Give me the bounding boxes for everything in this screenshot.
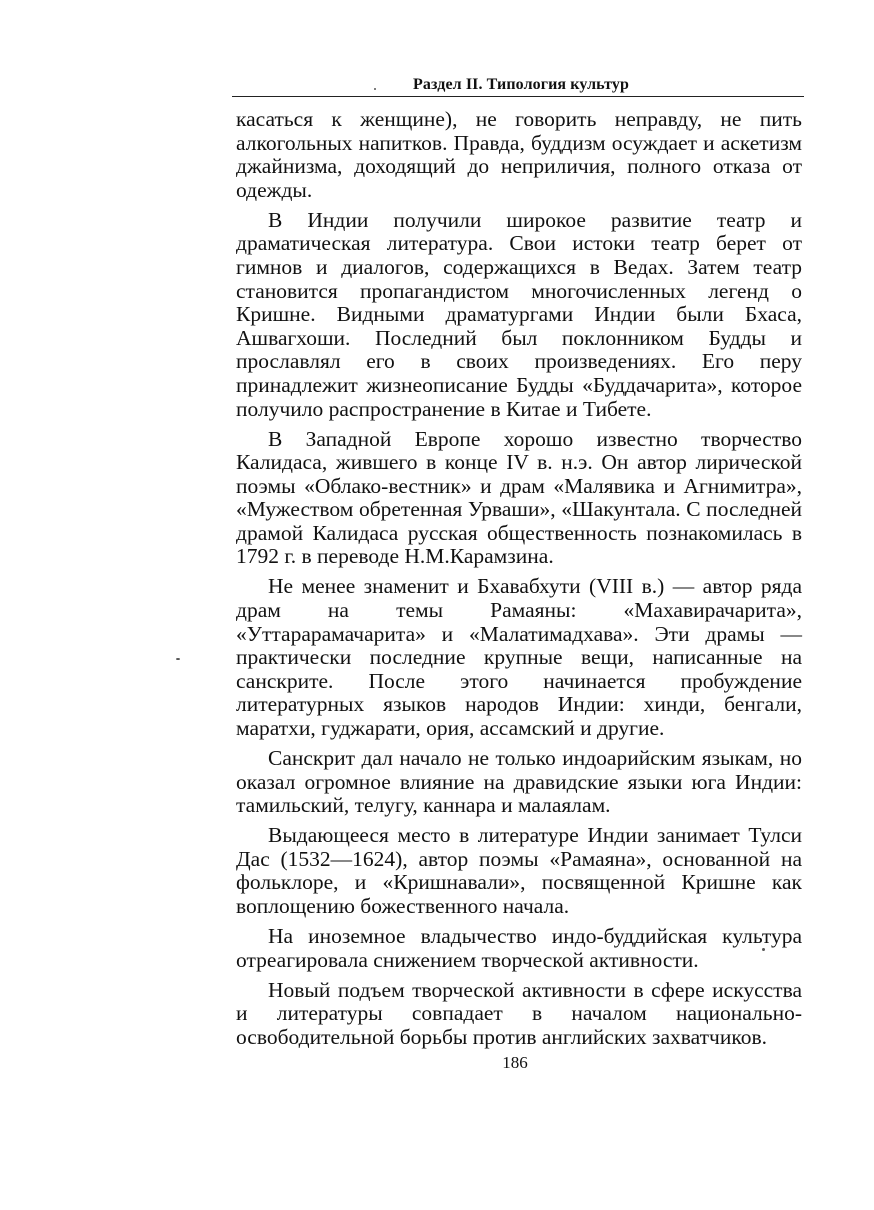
page-body xyxy=(236,108,802,1056)
paragraph-1: касаться к женщине), не говорить неправду, не пить алкогольных напитков. Правда, буддизм осуждает и аскетизм джайнизма, доходящий до неприличия, полного отказа от одежды. xyxy=(236,107,802,202)
header-rule xyxy=(232,96,804,97)
paragraph-8: Новый подъем творческой активности в сфере искусства и литературы совпадает в началом национально-освободительной борьбы против английских захватчиков. xyxy=(236,977,802,1049)
scan-speck xyxy=(176,658,180,660)
paragraph-5: Санскрит дал начало не только индоарийским языкам, но оказал огромное влияние на дравидские языки юга Индии: тамильский, телугу, каннара и малаялам. xyxy=(236,746,802,818)
running-header: Раздел II. Типология культур xyxy=(413,76,629,93)
paragraph-7: На иноземное владычество индо-буддийская культура отреагировала снижением творческой активности. xyxy=(236,923,802,972)
paragraph-6: Выдающееся место в литературе Индии занимает Тулси Дас (1532—1624), автор поэмы «Рамаяна», основанной на фольклоре, и «Кришнавали», посвященной Кришне как воплощению божественного начала. xyxy=(236,823,802,918)
scan-speck xyxy=(762,948,765,951)
paragraph-2: В Индии получили широкое развитие театр и драматическая литература. Свои истоки театр берет от гимнов и диалогов, содержащихся в Ведах. Затем театр становится пропагандистом многочисленных легенд о Кришне. Видными драматургами Индии были Бхаса, Ашвагхоши. Последний был поклонником Будды и прославлял его в своих произведениях. Его перу принадлежит жизнеописание Будды «Буддачарита», которое получило распространение в Китае и Тибете. xyxy=(236,207,802,421)
scan-speck xyxy=(374,88,376,90)
paragraph-4: Не менее знаменит и Бхавабхути (VIII в.) — автор ряда драм на темы Рамаяны: «Махавирачарита», «Уттарарамачарита» и «Малатимадхава». Эти драмы — практически последние крупные вещи, написанные на санскрите. После этого начинается пробуждение литературных языков народов Индии: хинди, бенгали, маратхи, гуджарати, ория, ассамский и другие. xyxy=(236,574,802,741)
paragraph-3: В Западной Европе хорошо известно творчество Калидаса, жившего в конце IV в. н.э. Он автор лирической поэмы «Облако-вестник» и драм «Малявика и Агнимитра», «Мужеством обретенная Урваши», «Шакунтала. С последней драмой Калидаса русская общественность познакомилась в 1792 г. в переводе Н.М.Карамзина. xyxy=(236,426,802,569)
page-number: 186 xyxy=(502,1053,528,1072)
